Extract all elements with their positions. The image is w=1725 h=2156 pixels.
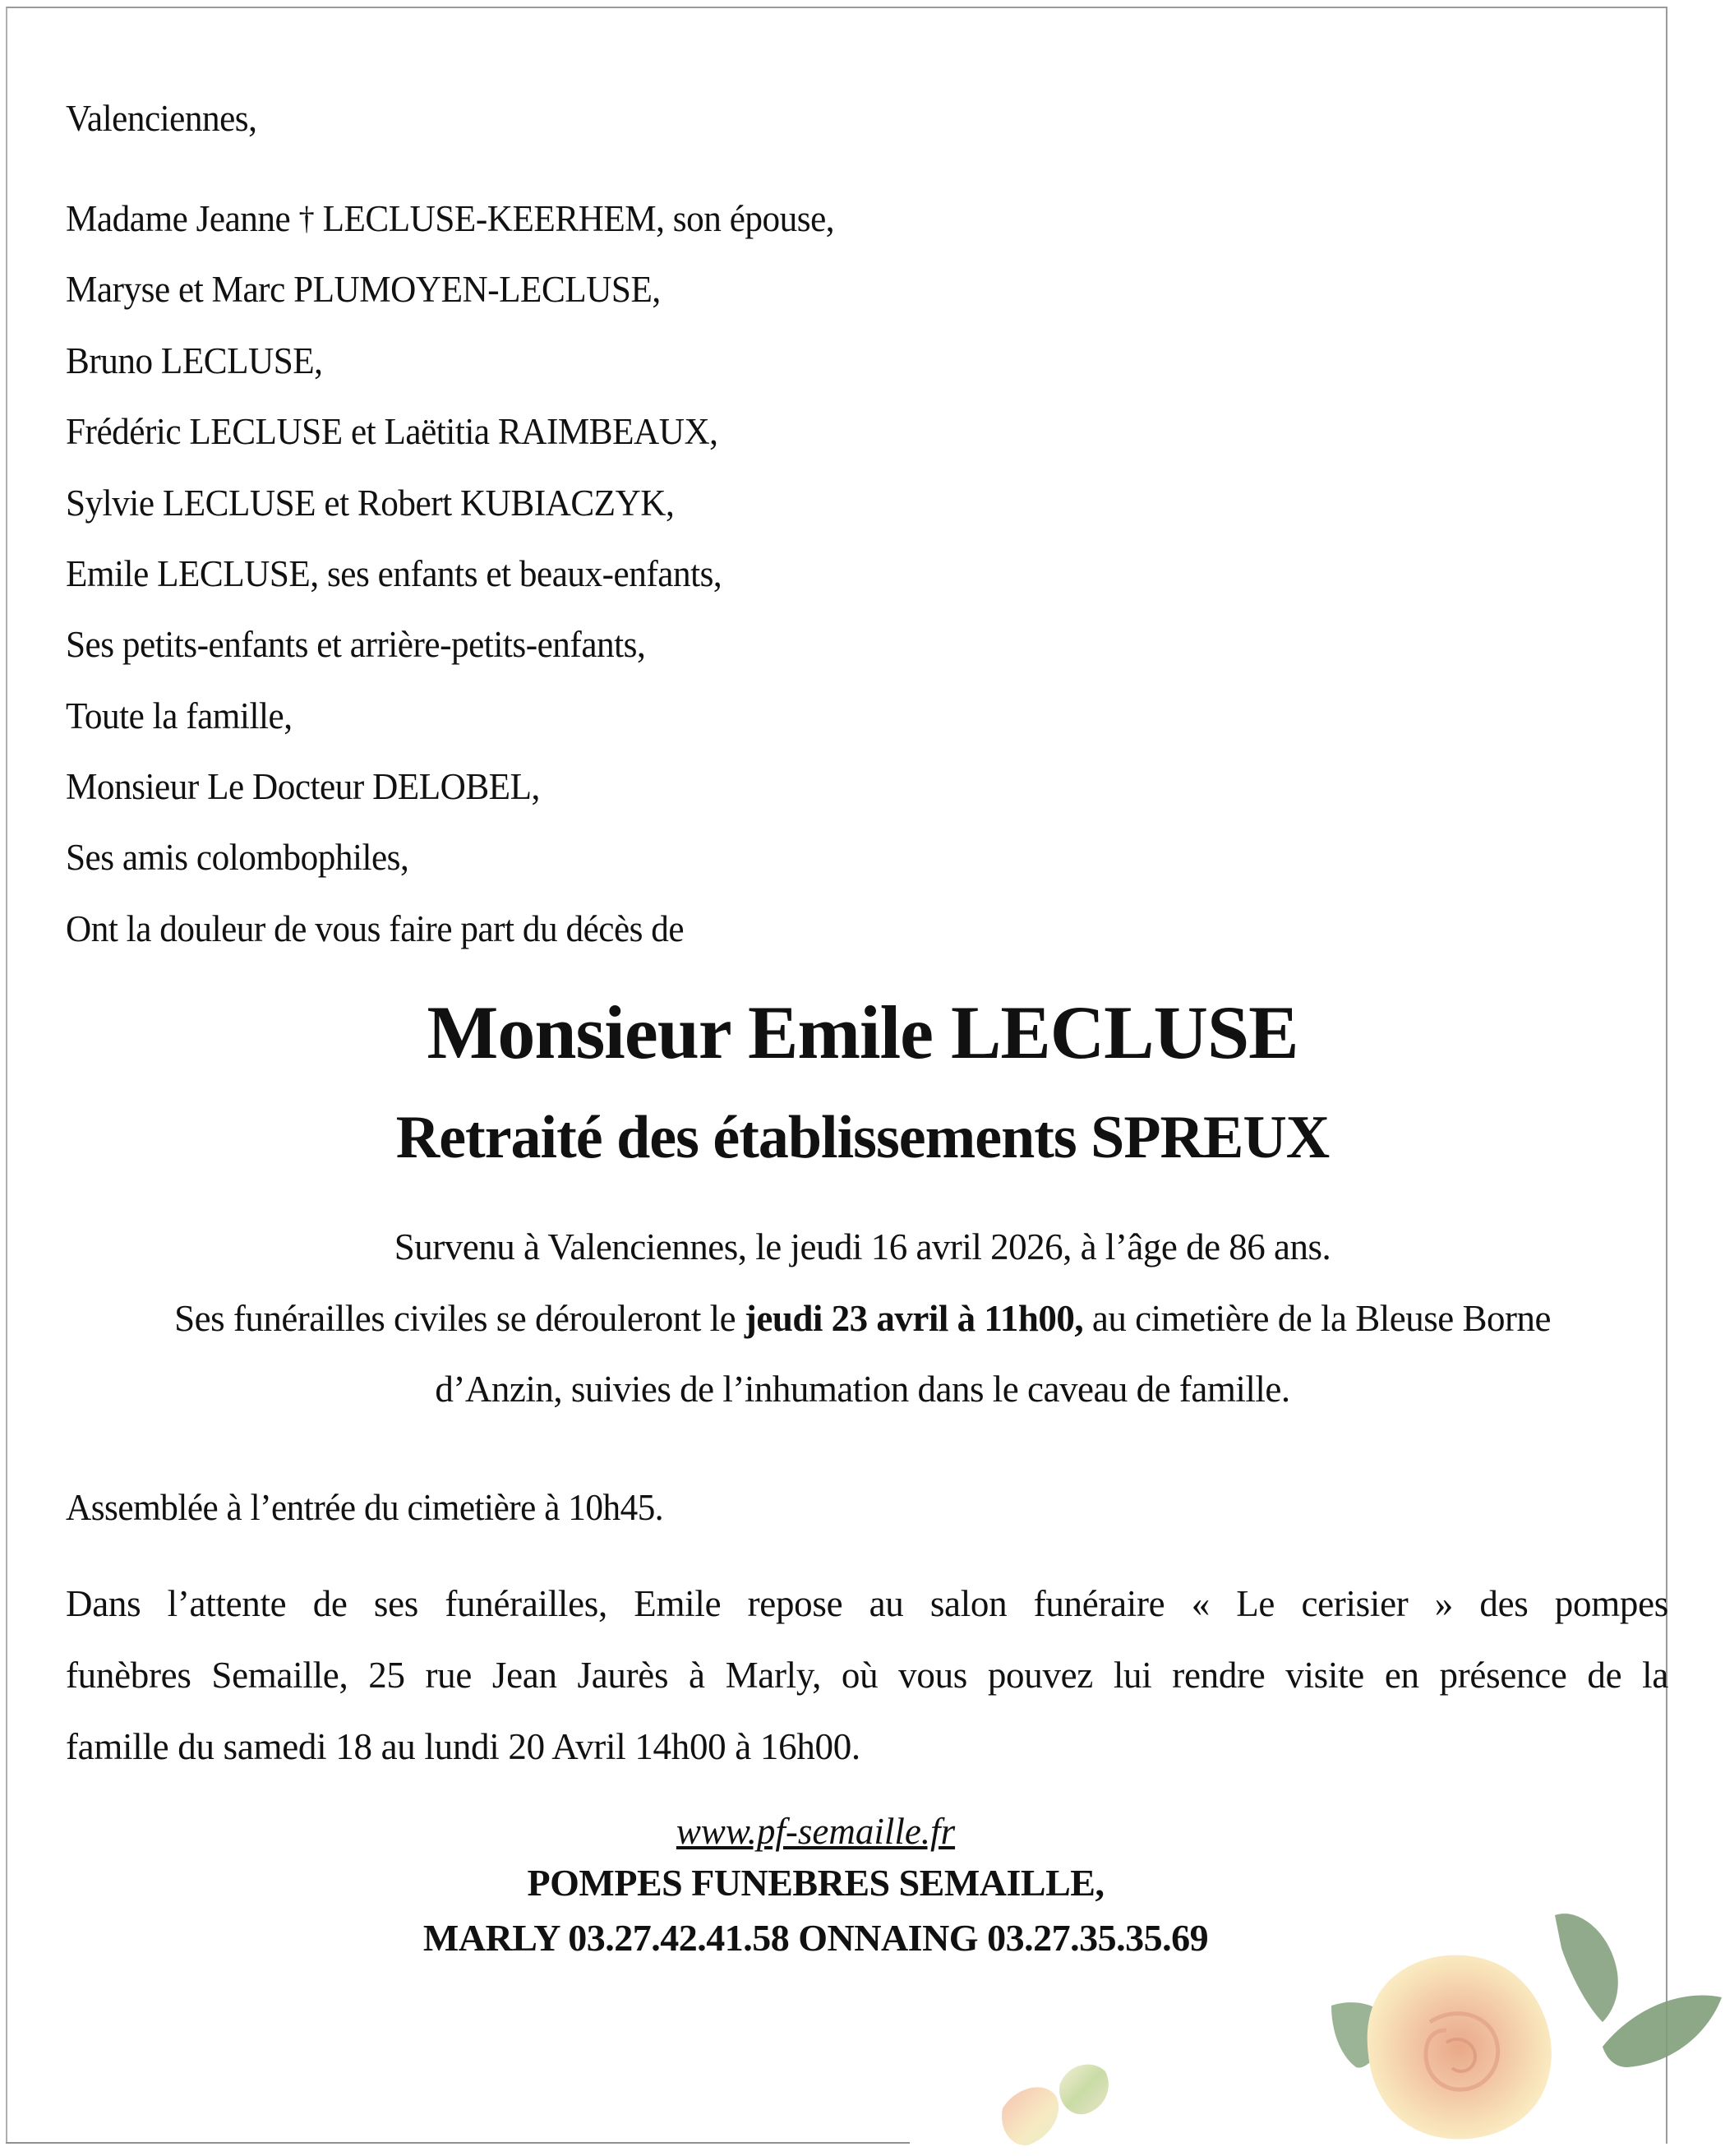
visitation-paragraph bbox=[66, 1568, 1668, 1783]
opening-city: Valenciennes, bbox=[66, 98, 257, 139]
visitation-line: famille du samedi 18 au lundi 20 Avril 14h00 à 16h00. bbox=[66, 1726, 860, 1767]
spouse-name-last: LECLUSE-KEERHEM, son épouse, bbox=[322, 198, 835, 239]
family-line: Bruno LECLUSE, bbox=[66, 340, 323, 381]
petal-2 bbox=[1059, 2065, 1109, 2115]
family-line: Maryse et Marc PLUMOYEN-LECLUSE, bbox=[66, 269, 661, 310]
family-line-spouse bbox=[66, 198, 835, 239]
funeral-details bbox=[0, 1300, 1725, 1337]
family-line: Ses petits-enfants et arrière-petits-enfants, bbox=[66, 624, 646, 665]
rose-bloom bbox=[1368, 1955, 1552, 2140]
funeral-location: au cimetière de la Bleuse Borne bbox=[1083, 1298, 1551, 1339]
website-link[interactable]: www.pf-semaille.fr bbox=[676, 1811, 956, 1852]
family-line: Ses amis colombophiles, bbox=[66, 837, 409, 878]
visitation-line: Dans l’attente de ses funérailles, Emile repose au salon funéraire « Le cerisier » des pompes bbox=[66, 1583, 1668, 1624]
family-line: Toute la famille, bbox=[66, 695, 293, 736]
spouse-name-first: Madame Jeanne bbox=[66, 198, 291, 239]
website-row bbox=[0, 1813, 1678, 1850]
rose-illustration bbox=[953, 1882, 1725, 2156]
funeral-prefix: Ses funérailles civiles se dérouleront le bbox=[174, 1298, 745, 1339]
announcement-line: Ont la douleur de vous faire part du décès de bbox=[66, 908, 685, 949]
death-details: Survenu à Valenciennes, le jeudi 16 avril 2026, à l’âge de 86 ans. bbox=[394, 1226, 1331, 1267]
visitation-line: funèbres Semaille, 25 rue Jean Jaurès à Marly, où vous pouvez lui rendre visite en présence de la bbox=[66, 1655, 1668, 1696]
deceased-title: Retraité des établissements SPREUX bbox=[395, 1104, 1330, 1171]
family-line: Frédéric LECLUSE et Laëtitia RAIMBEAUX, bbox=[66, 411, 718, 452]
petal-1 bbox=[1002, 2087, 1059, 2145]
funeral-date-time: jeudi 23 avril à 11h00, bbox=[744, 1298, 1084, 1339]
company-name: POMPES FUNEBRES SEMAILLE, bbox=[527, 1862, 1105, 1904]
deceased-name: Monsieur Emile LECLUSE bbox=[427, 990, 1298, 1074]
family-line: Sylvie LECLUSE et Robert KUBIACZYK, bbox=[66, 482, 675, 524]
family-line: Monsieur Le Docteur DELOBEL, bbox=[66, 766, 540, 807]
leaf-top bbox=[1555, 1914, 1618, 2022]
page-border-bottom bbox=[6, 2142, 910, 2144]
company-phones: MARLY 03.27.42.41.58 ONNAING 03.27.35.35.69 bbox=[422, 1917, 1209, 1959]
cross-icon: † bbox=[298, 200, 315, 237]
assembly-info: Assemblée à l’entrée du cimetière à 10h45. bbox=[66, 1487, 664, 1528]
family-line: Emile LECLUSE, ses enfants et beaux-enfants, bbox=[66, 553, 722, 594]
leaf-right bbox=[1603, 1996, 1722, 2068]
funeral-details-2: d’Anzin, suivies de l’inhumation dans le caveau de famille. bbox=[435, 1369, 1290, 1410]
